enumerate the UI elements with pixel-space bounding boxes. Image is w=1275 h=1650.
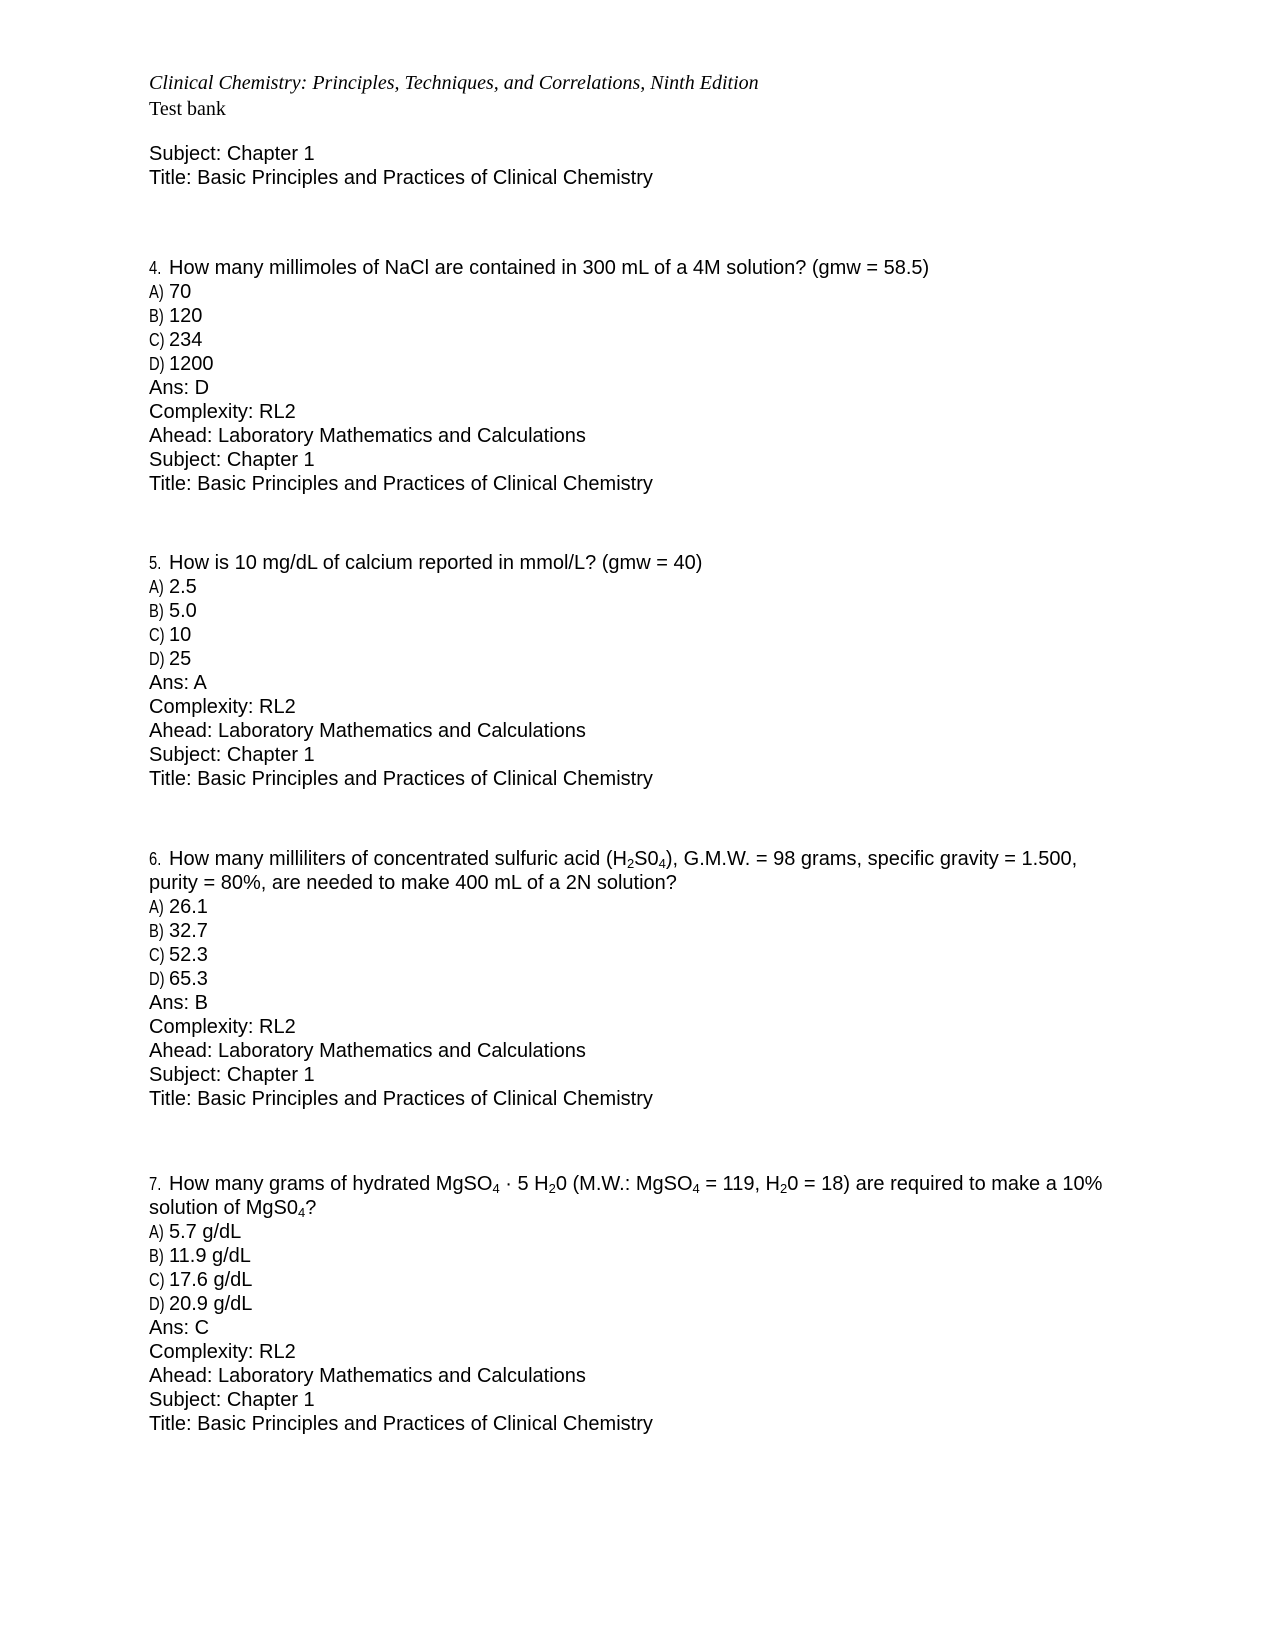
question-number: 5. [149, 553, 162, 573]
question-5 [149, 551, 1129, 791]
option-value: 17.6 g/dL [169, 1269, 253, 1291]
question-text [149, 1172, 1129, 1220]
title: Title: Basic Principles and Practices of Clinical Chemistry [149, 768, 653, 790]
question-number: 6. [149, 849, 162, 869]
option-value: 32.7 [169, 920, 208, 942]
option-letter: A) [149, 897, 164, 917]
option-letter: D) [149, 354, 165, 374]
option-letter: D) [149, 969, 165, 989]
question-text [149, 847, 1129, 895]
question-body: How many milliliters of concentrated sulfuric acid $(H_2S0_4)$, G.M.W. = 98 grams, specific gravity = 1.500, purity = 80%, are needed to make 400 mL of a 2N solution? [149, 848, 1078, 894]
option-value: 234 [169, 329, 203, 351]
option-letter: A) [149, 282, 164, 302]
ahead: Ahead: Laboratory Mathematics and Calculations [149, 1365, 586, 1387]
option-value: 1200 [169, 353, 214, 375]
intro-block [149, 142, 1129, 190]
answer: Ans: C [149, 1317, 210, 1339]
option-letter: A) [149, 577, 164, 597]
option-c [149, 328, 1129, 352]
option-b [149, 599, 1129, 623]
option-value: 20.9 g/dL [169, 1293, 253, 1315]
option-c [149, 1268, 1129, 1292]
answer: Ans: D [149, 377, 210, 399]
option-value: 26.1 [169, 896, 208, 918]
option-value: 10 [169, 624, 192, 646]
question-body: How is 10 mg/dL of calcium reported in mmol/L? (gmw = 40) [169, 552, 703, 574]
option-c [149, 623, 1129, 647]
option-d [149, 352, 1129, 376]
answer: Ans: A [149, 672, 207, 694]
question-text [149, 256, 1129, 280]
option-value: 11.9 g/dL [169, 1245, 251, 1267]
question-body: How many millimoles of NaCl are contained in 300 mL of a 4M solution? (gmw = 58.5) [169, 257, 930, 279]
option-b [149, 1244, 1129, 1268]
subject: Subject: Chapter 1 [149, 449, 315, 471]
option-letter: B) [149, 601, 164, 621]
option-a [149, 895, 1129, 919]
option-value: 5.7 g/dL [169, 1221, 242, 1243]
complexity: Complexity: RL2 [149, 1016, 296, 1038]
option-value: 120 [169, 305, 203, 327]
option-value: 5.0 [169, 600, 197, 622]
question-4 [149, 256, 1129, 496]
option-d [149, 647, 1129, 671]
intro-title: Title: Basic Principles and Practices of Clinical Chemistry [149, 167, 653, 189]
subject: Subject: Chapter 1 [149, 1389, 315, 1411]
ahead: Ahead: Laboratory Mathematics and Calculations [149, 720, 586, 742]
option-letter: D) [149, 649, 165, 669]
option-letter: C) [149, 625, 165, 645]
option-value: 2.5 [169, 576, 197, 598]
option-letter: B) [149, 921, 164, 941]
title: Title: Basic Principles and Practices of Clinical Chemistry [149, 1413, 653, 1435]
option-value: 65.3 [169, 968, 208, 990]
option-c [149, 943, 1129, 967]
question-text [149, 551, 1129, 575]
option-letter: C) [149, 1270, 165, 1290]
complexity: Complexity: RL2 [149, 401, 296, 423]
option-letter: B) [149, 306, 164, 326]
option-letter: C) [149, 945, 165, 965]
ahead: Ahead: Laboratory Mathematics and Calculations [149, 425, 586, 447]
answer: Ans: B [149, 992, 208, 1014]
question-number: 7. [149, 1174, 162, 1194]
complexity: Complexity: RL2 [149, 1341, 296, 1363]
ahead: Ahead: Laboratory Mathematics and Calculations [149, 1040, 586, 1062]
option-letter: A) [149, 1222, 164, 1242]
intro-subject: Subject: Chapter 1 [149, 143, 315, 165]
option-letter: C) [149, 330, 165, 350]
option-a [149, 280, 1129, 304]
subject: Subject: Chapter 1 [149, 1064, 315, 1086]
option-d [149, 967, 1129, 991]
question-7 [149, 1172, 1129, 1436]
option-letter: D) [149, 1294, 165, 1314]
book-subtitle: Test bank [149, 98, 226, 120]
option-b [149, 919, 1129, 943]
complexity: Complexity: RL2 [149, 696, 296, 718]
option-b [149, 304, 1129, 328]
option-d [149, 1292, 1129, 1316]
option-value: 25 [169, 648, 192, 670]
book-header [149, 70, 759, 122]
question-6 [149, 847, 1129, 1111]
title: Title: Basic Principles and Practices of Clinical Chemistry [149, 473, 653, 495]
title: Title: Basic Principles and Practices of Clinical Chemistry [149, 1088, 653, 1110]
option-letter: B) [149, 1246, 164, 1266]
subject: Subject: Chapter 1 [149, 744, 315, 766]
book-title: Clinical Chemistry: Principles, Techniques, and Correlations, Ninth Edition [149, 72, 759, 94]
option-value: 70 [169, 281, 192, 303]
question-number: 4. [149, 258, 162, 278]
question-body: How many grams of hydrated MgSO$_4$ · 5 $H_20$ (M.W.: MgSO$_4$ = 119, $H_20 = 18$) are required to make a 10% solution of $MgS0_4$? [149, 1173, 1103, 1220]
option-a [149, 1220, 1129, 1244]
option-a [149, 575, 1129, 599]
option-value: 52.3 [169, 944, 208, 966]
